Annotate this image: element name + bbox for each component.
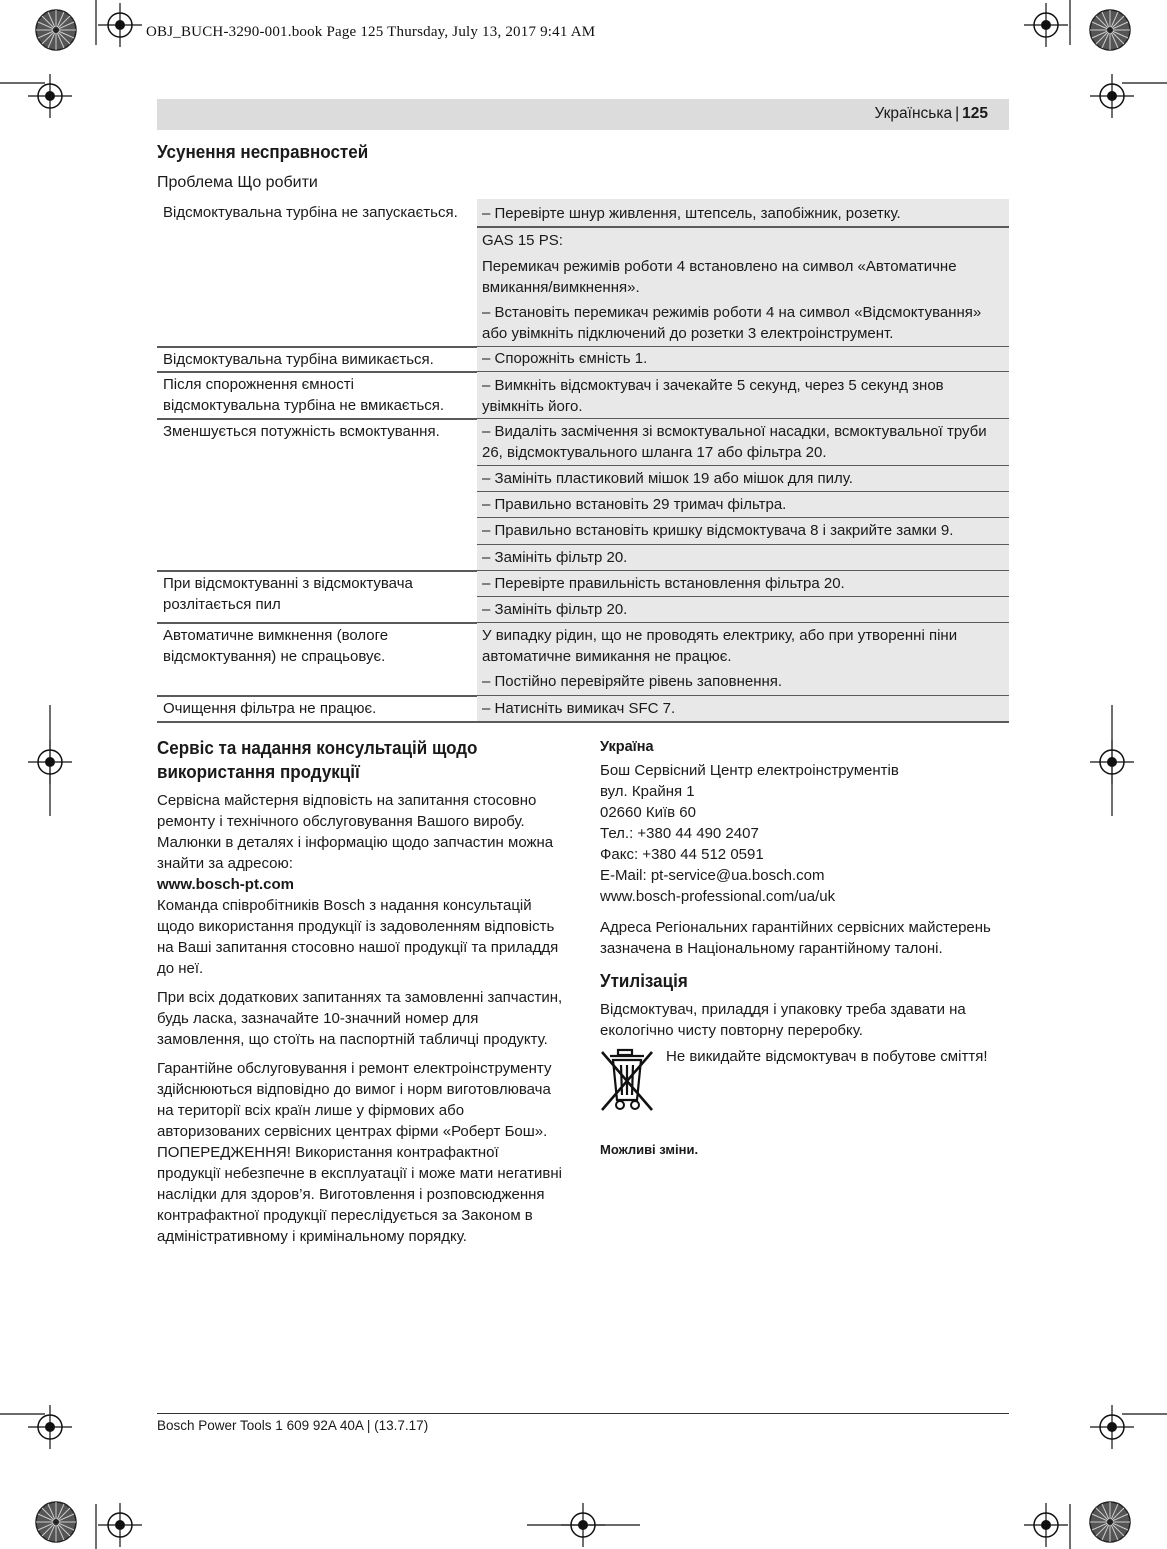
print-slug: OBJ_BUCH-3290-001.book Page 125 Thursday, July 13, 2017 9:41 AM <box>146 24 596 40</box>
disposal-text: Відсмоктувач, приладдя і упаковку треба здавати на екологічно чисту повторну переробку. <box>600 1001 966 1039</box>
contact-email[interactable]: E-Mail: pt-service@ua.bosch.com <box>600 867 825 884</box>
service-p4: Гарантійне обслуговування і ремонт електроінструменту здійснюються відповідно до вимог і норм виготовлювача на території всіх країн лише у фірмових або авторизованих сервісних центрах фірми «Роберт Бош». ПОПЕРЕДЖЕННЯ! Використання контрафактної продукції небезпечне в експлуатації і може мати негативні наслідки для здоров’я. Виготовлення і розповсюдження контрафактної продукції переслідується за Законом в адміністративному і кримінальному порядку. <box>157 1060 563 1245</box>
problem-2: Після спорожнення ємності відсмоктувальна турбіна не вмикається. <box>163 376 445 414</box>
service-title: Сервіс та надання консультацій щодо використання продукції <box>157 737 478 782</box>
action-5-group <box>477 623 1009 695</box>
contact-phone: Тел.: +380 44 490 2407 <box>600 825 759 842</box>
color-rose-top-right <box>1090 10 1130 50</box>
contact-website[interactable]: www.bosch-professional.com/ua/uk <box>600 888 836 905</box>
action-0-group <box>477 227 1009 346</box>
action-1-0: – Спорожніть ємність 1. <box>477 347 1009 371</box>
service-url[interactable]: www.bosch-pt.com <box>157 876 294 893</box>
action-6-0: – Натисніть вимикач SFC 7. <box>477 696 1009 721</box>
service-p1: Сервісна майстерня відповість на запитання стосовно ремонту і технічного обслуговування Вашого виробу. Малюнки в деталях і інформацію щодо запчастин можна знайти за адресою: <box>157 792 554 872</box>
problem-6: Очищення фільтра не працює. <box>163 700 377 717</box>
action-0-3: – Встановіть перемикач режимів роботи 4 на символ «Відсмоктування» або увімкніть підключений до розетки 3 електроінструмент. <box>482 304 982 342</box>
problem-1: Відсмоктувальна турбіна вимикається. <box>163 351 434 368</box>
crossed-bin-icon <box>598 1048 656 1114</box>
header-language: Українська <box>874 105 953 122</box>
action-0-1: GAS 15 PS: <box>482 232 563 249</box>
action-2-0: – Вимкніть відсмоктувач і зачекайте 5 секунд, через 5 секунд знов увімкніть його. <box>477 372 1009 418</box>
action-0-2: Перемикач режимів роботи 4 встановлено на символ «Автоматичне вмикання/вимкнення». <box>482 258 957 296</box>
disposal-warning: Не викидайте відсмоктувач в побутове сміття! <box>666 1048 988 1065</box>
color-rose-bottom-left <box>36 1502 76 1542</box>
action-4-0: – Перевірте правильність встановлення фільтра 20. <box>477 571 1009 596</box>
action-0-0: – Перевірте шнур живлення, штепсель, запобіжник, розетку. <box>477 199 1009 226</box>
contact-line-1: вул. Крайня 1 <box>600 783 695 800</box>
table-header: Проблема Що робити <box>157 174 318 191</box>
service-p2: Команда співробітників Bosch з надання консультацій щодо використання продукції із задоволенням відповість на Ваші запитання стосовно нашої продукції та приладдя до неї. <box>157 897 559 977</box>
header-text: Українська | 125 <box>874 105 988 122</box>
service-text <box>157 790 565 1247</box>
troubleshooting-table <box>157 174 1009 722</box>
problem-0: Відсмоктувальна турбіна не запускається. <box>163 204 458 221</box>
footer-rule <box>157 1413 1009 1414</box>
contact-line-2: 02660 Київ 60 <box>600 804 696 821</box>
contact-country: Україна <box>600 739 654 755</box>
action-4-1: – Замініть фільтр 20. <box>477 597 1009 622</box>
contact-note: Адреса Регіональних гарантійних сервісних майстерень зазначена в Національному гарантійному талоні. <box>600 919 991 957</box>
action-5-1: – Постійно перевіряйте рівень заповнення. <box>482 673 783 690</box>
problem-5: Автоматичне вимкнення (вологе відсмоктування) не спрацьовує. <box>163 627 389 665</box>
problem-4: При відсмоктуванні з відсмоктувача розлітається пил <box>163 575 413 613</box>
action-3-3: – Правильно встановіть кришку відсмоктувача 8 і закрийте замки 9. <box>477 518 1009 544</box>
action-3-4: – Замініть фільтр 20. <box>477 545 1009 570</box>
contact-fax: Факс: +380 44 512 0591 <box>600 846 764 863</box>
action-5-0: У випадку рідин, що не проводять електрику, або при утворенні піни автоматичне вимикання не працює. <box>482 627 958 665</box>
problem-3: Зменшується потужність всмоктування. <box>163 423 440 440</box>
changes-note: Можливі зміни. <box>600 1142 699 1157</box>
service-p3: При всіх додаткових запитаннях та замовленні запчастин, будь ласка, зазначайте 10-значний номер для замовлення, що стоїть на паспортній табличці продукту. <box>157 989 563 1048</box>
action-3-2: – Правильно встановіть 29 тримач фільтра. <box>477 492 1009 517</box>
contact-line-0: Бош Сервісний Центр електроінструментів <box>600 762 899 779</box>
color-rose-bottom-right <box>1090 1502 1130 1542</box>
action-3-1: – Замініть пластиковий мішок 19 або мішок для пилу. <box>477 466 1009 491</box>
color-rose-top-left <box>36 10 76 50</box>
contact-block <box>600 737 1000 959</box>
footer-text: Bosch Power Tools 1 609 92A 40A | (13.7.17) <box>157 1418 429 1433</box>
troubleshooting-title: Усунення несправностей <box>157 141 369 162</box>
disposal-title: Утилізація <box>600 970 688 991</box>
page-number: 125 <box>962 105 988 122</box>
action-3-0: – Видаліть засмічення зі всмоктувальної насадки, всмоктувальної труби 26, відсмоктувального шланга 17 або фільтра 20. <box>477 419 1009 465</box>
page-header <box>157 99 1009 130</box>
